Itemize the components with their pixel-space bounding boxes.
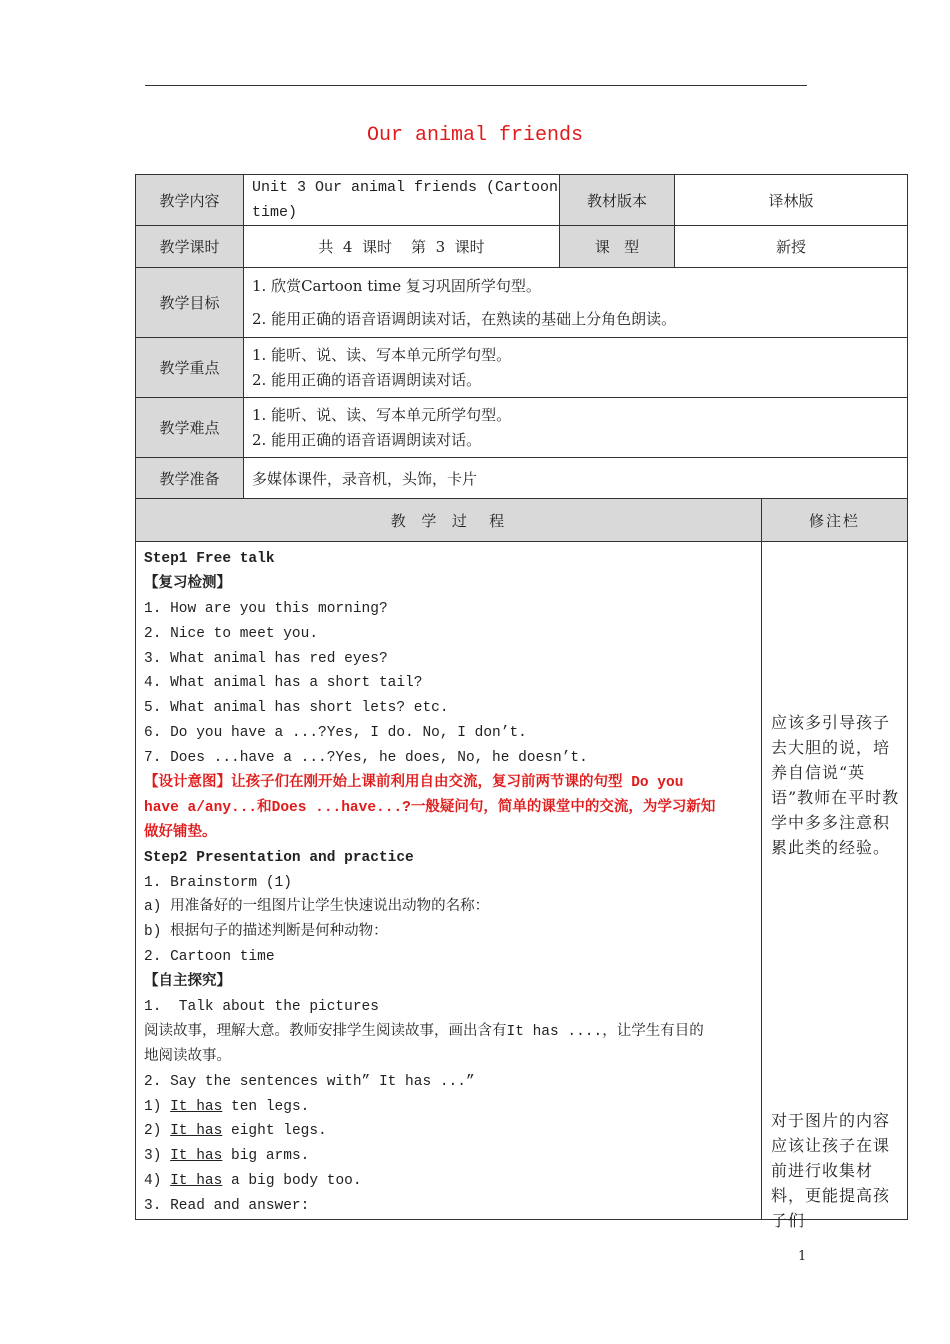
sentence-rest: ten legs. xyxy=(222,1098,310,1115)
hours-value: 共 4 课时 第 3 课时 xyxy=(244,226,560,268)
process-line: 4. What animal has a short tail? xyxy=(144,675,423,692)
note-2: 对于图片的内容应该让孩子在课前进行收集材料，更能提高孩子们 xyxy=(771,1111,891,1230)
sentence-item xyxy=(144,1095,753,1120)
process-line: 3. What animal has red eyes? xyxy=(144,650,388,667)
type-label: 课 型 xyxy=(560,226,675,268)
sentence-item xyxy=(144,1169,753,1194)
sentence-number: 4) xyxy=(144,1173,171,1190)
section-heading: 【自主探究】 xyxy=(144,974,231,991)
process-line: 1. Brainstorm (1) xyxy=(144,874,292,891)
prep-label: 教学准备 xyxy=(136,458,244,500)
underlined-phrase: It has xyxy=(170,1148,223,1165)
note-1: 应该多引导孩子去大胆的说，培养自信说“英语”教师在平时教学中多多注意积累此类的经验。 xyxy=(771,713,900,857)
goals-label: 教学目标 xyxy=(136,268,244,338)
goal-item: 1. 欣赏Cartoon time 复习巩固所学句型。 xyxy=(252,276,541,295)
process-line: 阅读故事，理解大意。教师安排学生阅读故事，画出含有It has ....，让学生有目的 xyxy=(144,1023,704,1040)
header-rule xyxy=(145,85,807,86)
edition-value: 译林版 xyxy=(675,175,908,226)
key-item: 2. 能用正确的语音语调朗读对话。 xyxy=(252,370,482,389)
process-header: 教 学 过 程 xyxy=(136,499,762,542)
step2-heading: Step2 Presentation and practice xyxy=(144,849,414,866)
edition-label: 教材版本 xyxy=(560,175,675,226)
page-number: 1 xyxy=(798,1249,807,1264)
process-line: 地阅读故事。 xyxy=(144,1048,231,1065)
sentence-number: 3) xyxy=(144,1148,171,1165)
design-intent-line: have a/any...和Does ...have...?一般疑问句，简单的课堂中的交流，为学习新知 xyxy=(144,799,716,816)
process-line: a) 用准备好的一组图片让学生快速说出动物的名称： xyxy=(144,899,490,916)
type-value: 新授 xyxy=(675,226,908,268)
sentence-item xyxy=(144,1144,753,1169)
process-line: 2. Say the sentences with” It has ...” xyxy=(144,1073,475,1090)
process-line: 2. Cartoon time xyxy=(144,949,275,966)
content-line-2: time) xyxy=(252,204,298,221)
process-line: 7. Does ...have a ...?Yes, he does, No, he doesn’t. xyxy=(144,750,588,767)
sentence-number: 1) xyxy=(144,1098,171,1115)
process-line: 2. Nice to meet you. xyxy=(144,625,319,642)
sentence-rest: a big body too. xyxy=(222,1173,362,1190)
underlined-phrase: It has xyxy=(170,1098,223,1115)
hours-label: 教学课时 xyxy=(136,226,244,268)
sentence-rest: big arms. xyxy=(222,1148,310,1165)
notes-column xyxy=(762,542,908,1230)
process-line: 1. How are you this morning? xyxy=(144,600,388,617)
key-label: 教学重点 xyxy=(136,338,244,398)
process-table xyxy=(135,498,908,1230)
difficulty-value xyxy=(244,398,908,458)
sentence-item xyxy=(144,1119,753,1144)
step1-heading: Step1 Free talk xyxy=(144,551,275,567)
prep-value: 多媒体课件，录音机，头饰，卡片 xyxy=(244,458,908,500)
key-item: 1. 能听、说、读、写本单元所学句型。 xyxy=(252,345,512,364)
process-content xyxy=(136,542,762,1220)
process-line: 6. Do you have a ...?Yes, I do. No, I don’t. xyxy=(144,725,527,742)
content-line-1: Unit 3 Our animal friends (Cartoon xyxy=(252,179,559,196)
notes-header: 修注栏 xyxy=(762,499,908,542)
difficulty-label: 教学难点 xyxy=(136,398,244,458)
underlined-phrase: It has xyxy=(170,1123,223,1140)
section-heading: 【复习检测】 xyxy=(144,575,231,592)
goals-value xyxy=(244,268,908,338)
content-label: 教学内容 xyxy=(136,175,244,226)
difficulty-item: 2. 能用正确的语音语调朗读对话。 xyxy=(252,430,482,449)
lesson-info-table xyxy=(135,174,908,500)
design-intent-line: 【设计意图】让孩子们在刚开始上课前利用自由交流，复习前两节课的句型 Do you xyxy=(144,775,684,792)
key-value xyxy=(244,338,908,398)
process-line: b) 根据句子的描述判断是何种动物： xyxy=(144,924,388,941)
process-line: 5. What animal has short lets? etc. xyxy=(144,700,449,717)
content-value xyxy=(244,175,560,226)
document-title: Our animal friends xyxy=(366,124,584,147)
process-line: 3. Read and answer: xyxy=(144,1198,310,1215)
process-line: 1. Talk about the pictures xyxy=(144,999,379,1016)
difficulty-item: 1. 能听、说、读、写本单元所学句型。 xyxy=(252,405,512,424)
underlined-phrase: It has xyxy=(170,1173,223,1190)
sentence-number: 2) xyxy=(144,1123,171,1140)
goal-item: 2. 能用正确的语音语调朗读对话，在熟读的基础上分角色朗读。 xyxy=(252,309,677,328)
sentence-rest: eight legs. xyxy=(222,1123,327,1140)
design-intent-line: 做好铺垫。 xyxy=(144,824,217,841)
